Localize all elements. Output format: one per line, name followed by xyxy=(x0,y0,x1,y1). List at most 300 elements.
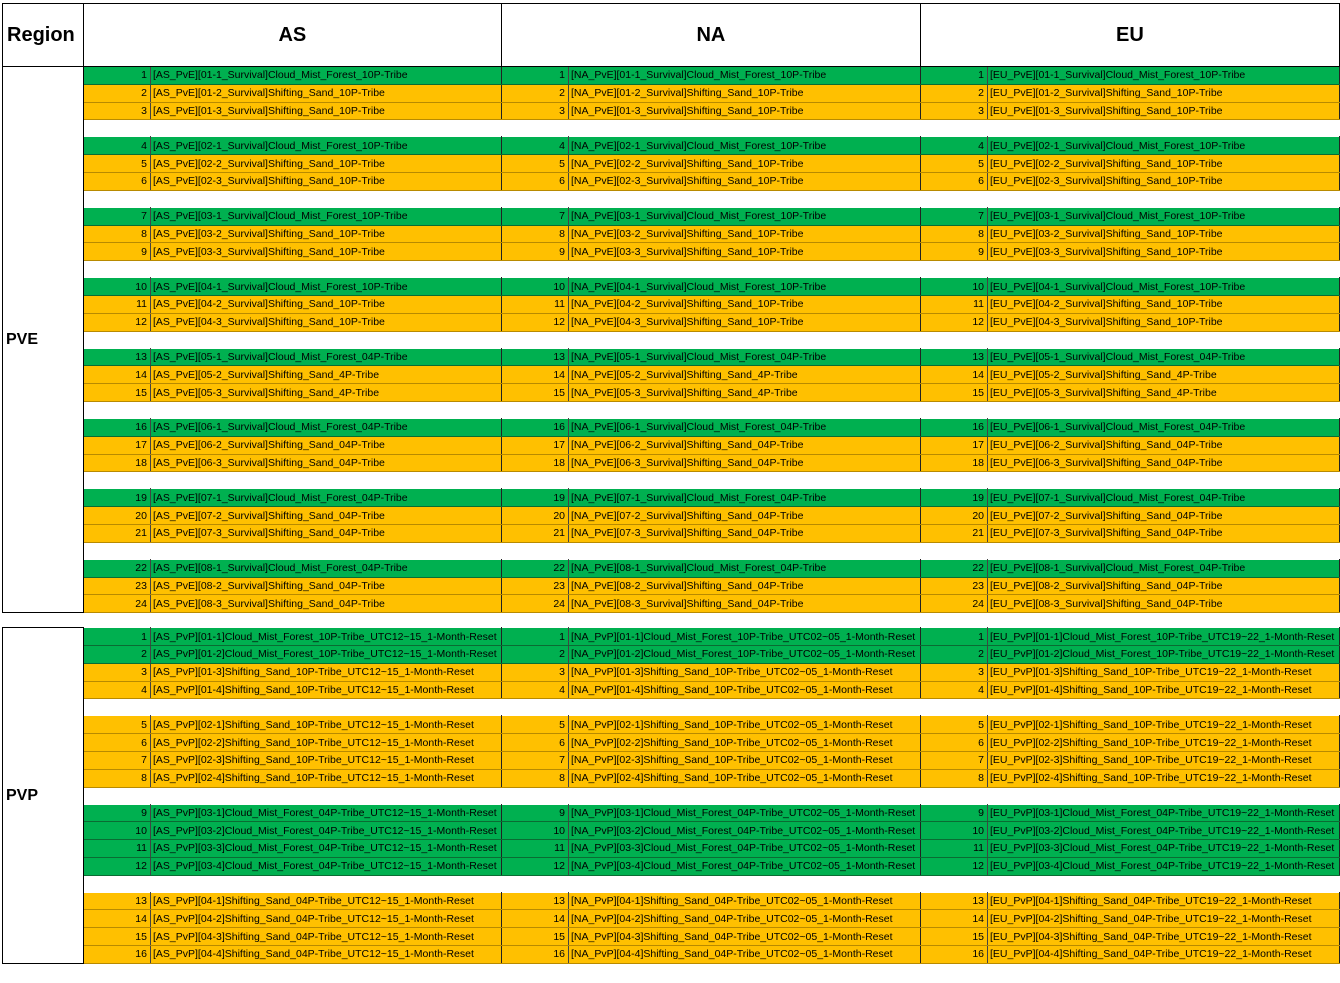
na-server-name: [NA_PvE][06-3_Survival]Shifting_Sand_04P-Tribe xyxy=(569,454,921,472)
table-row xyxy=(3,857,1340,875)
table-row xyxy=(3,840,1340,858)
eu-server-name: [EU_PvP][02-3]Shifting_Sand_10P-Tribe_UTC19~22_1-Month-Reset xyxy=(988,751,1340,769)
table-row xyxy=(3,172,1340,190)
na-row-number: 11 xyxy=(501,840,568,858)
table-row xyxy=(3,804,1340,822)
table-row xyxy=(3,454,1340,472)
as-server-name: [AS_PvE][07-1_Survival]Cloud_Mist_Forest_04P-Tribe xyxy=(150,489,501,507)
eu-row-number: 14 xyxy=(920,910,987,928)
na-row-number: 8 xyxy=(501,769,568,787)
as-row-number: 4 xyxy=(83,137,150,155)
as-row-number: 2 xyxy=(83,84,150,102)
table-row xyxy=(3,243,1340,261)
na-row-number: 9 xyxy=(501,243,568,261)
na-row-number: 12 xyxy=(501,857,568,875)
table-row xyxy=(3,577,1340,595)
as-row-number: 15 xyxy=(83,928,150,946)
na-row-number: 22 xyxy=(501,559,568,577)
as-row-number: 15 xyxy=(83,384,150,402)
eu-server-name: [EU_PvP][04-4]Shifting_Sand_04P-Tribe_UTC19~22_1-Month-Reset xyxy=(988,946,1340,964)
as-server-name: [AS_PvE][02-1_Survival]Cloud_Mist_Forest_10P-Tribe xyxy=(150,137,501,155)
blank-cell xyxy=(83,875,1339,892)
eu-row-number: 6 xyxy=(920,172,987,190)
eu-server-name: [EU_PvE][08-1_Survival]Cloud_Mist_Forest_04P-Tribe xyxy=(988,559,1340,577)
table-row xyxy=(3,366,1340,384)
na-row-number: 14 xyxy=(501,366,568,384)
na-row-number: 10 xyxy=(501,278,568,296)
eu-server-name: [EU_PvP][04-2]Shifting_Sand_04P-Tribe_UTC19~22_1-Month-Reset xyxy=(988,910,1340,928)
eu-server-name: [EU_PvE][08-2_Survival]Shifting_Sand_04P-Tribe xyxy=(988,577,1340,595)
table-row xyxy=(3,822,1340,840)
eu-server-name: [EU_PvE][02-1_Survival]Cloud_Mist_Forest_10P-Tribe xyxy=(988,137,1340,155)
na-row-number: 6 xyxy=(501,172,568,190)
table-row xyxy=(3,313,1340,331)
table-row xyxy=(3,910,1340,928)
eu-row-number: 10 xyxy=(920,822,987,840)
na-server-name: [NA_PvP][03-1]Cloud_Mist_Forest_04P-Tribe_UTC02~05_1-Month-Reset xyxy=(569,804,921,822)
na-row-number: 21 xyxy=(501,524,568,542)
as-server-name: [AS_PvP][02-4]Shifting_Sand_10P-Tribe_UTC12~15_1-Month-Reset xyxy=(150,769,501,787)
eu-server-name: [EU_PvE][03-1_Survival]Cloud_Mist_Forest_10P-Tribe xyxy=(988,207,1340,225)
na-server-name: [NA_PvP][02-1]Shifting_Sand_10P-Tribe_UTC02~05_1-Month-Reset xyxy=(569,716,921,734)
as-row-number: 7 xyxy=(83,751,150,769)
eu-row-number: 3 xyxy=(920,663,987,681)
as-row-number: 7 xyxy=(83,207,150,225)
blank-row xyxy=(3,787,1340,804)
region-label-pvp: PVP xyxy=(3,628,84,964)
as-server-name: [AS_PvP][03-1]Cloud_Mist_Forest_04P-Tribe_UTC12~15_1-Month-Reset xyxy=(150,804,501,822)
server-list-sheet xyxy=(2,3,1340,964)
as-row-number: 12 xyxy=(83,313,150,331)
table-row xyxy=(3,67,1340,85)
eu-server-name: [EU_PvP][01-2]Cloud_Mist_Forest_10P-Tribe_UTC19~22_1-Month-Reset xyxy=(988,645,1340,663)
na-row-number: 1 xyxy=(501,67,568,85)
eu-row-number: 9 xyxy=(920,243,987,261)
as-server-name: [AS_PvE][07-3_Survival]Shifting_Sand_04P-Tribe xyxy=(150,524,501,542)
blank-row xyxy=(3,699,1340,716)
as-row-number: 14 xyxy=(83,910,150,928)
eu-server-name: [EU_PvE][02-2_Survival]Shifting_Sand_10P-Tribe xyxy=(988,155,1340,173)
as-server-name: [AS_PvE][07-2_Survival]Shifting_Sand_04P-Tribe xyxy=(150,507,501,525)
as-server-name: [AS_PvP][01-4]Shifting_Sand_10P-Tribe_UTC12~15_1-Month-Reset xyxy=(150,681,501,699)
as-server-name: [AS_PvP][04-1]Shifting_Sand_04P-Tribe_UTC12~15_1-Month-Reset xyxy=(150,892,501,910)
as-server-name: [AS_PvE][08-3_Survival]Shifting_Sand_04P-Tribe xyxy=(150,595,501,613)
na-server-name: [NA_PvE][05-1_Survival]Cloud_Mist_Forest_04P-Tribe xyxy=(569,348,921,366)
as-row-number: 1 xyxy=(83,628,150,646)
eu-row-number: 9 xyxy=(920,804,987,822)
na-row-number: 7 xyxy=(501,751,568,769)
na-row-number: 16 xyxy=(501,946,568,964)
na-row-number: 4 xyxy=(501,137,568,155)
na-row-number: 13 xyxy=(501,348,568,366)
na-row-number: 7 xyxy=(501,207,568,225)
na-server-name: [NA_PvE][02-2_Survival]Shifting_Sand_10P-Tribe xyxy=(569,155,921,173)
as-row-number: 5 xyxy=(83,155,150,173)
na-server-name: [NA_PvP][02-3]Shifting_Sand_10P-Tribe_UTC02~05_1-Month-Reset xyxy=(569,751,921,769)
na-row-number: 3 xyxy=(501,663,568,681)
as-server-name: [AS_PvE][01-2_Survival]Shifting_Sand_10P-Tribe xyxy=(150,84,501,102)
na-row-number: 4 xyxy=(501,681,568,699)
eu-row-number: 13 xyxy=(920,892,987,910)
region-header: Region xyxy=(3,4,84,67)
blank-row xyxy=(3,472,1340,489)
na-server-name: [NA_PvP][01-4]Shifting_Sand_10P-Tribe_UTC02~05_1-Month-Reset xyxy=(569,681,921,699)
na-server-name: [NA_PvP][04-1]Shifting_Sand_04P-Tribe_UTC02~05_1-Month-Reset xyxy=(569,892,921,910)
na-server-name: [NA_PvP][02-2]Shifting_Sand_10P-Tribe_UTC02~05_1-Month-Reset xyxy=(569,734,921,752)
eu-row-number: 2 xyxy=(920,84,987,102)
table-row xyxy=(3,946,1340,964)
as-row-number: 16 xyxy=(83,946,150,964)
as-server-name: [AS_PvP][02-2]Shifting_Sand_10P-Tribe_UTC12~15_1-Month-Reset xyxy=(150,734,501,752)
as-row-number: 10 xyxy=(83,822,150,840)
as-row-number: 22 xyxy=(83,559,150,577)
table-row xyxy=(3,716,1340,734)
table-row xyxy=(3,751,1340,769)
eu-row-number: 12 xyxy=(920,857,987,875)
region-label-pve: PVE xyxy=(3,67,84,613)
eu-server-name: [EU_PvE][01-3_Survival]Shifting_Sand_10P-Tribe xyxy=(988,102,1340,120)
na-row-number: 20 xyxy=(501,507,568,525)
as-row-number: 11 xyxy=(83,295,150,313)
as-server-name: [AS_PvE][08-2_Survival]Shifting_Sand_04P-Tribe xyxy=(150,577,501,595)
na-column-header: NA xyxy=(501,4,920,67)
as-server-name: [AS_PvE][06-1_Survival]Cloud_Mist_Forest_04P-Tribe xyxy=(150,418,501,436)
na-server-name: [NA_PvE][07-2_Survival]Shifting_Sand_04P-Tribe xyxy=(569,507,921,525)
blank-row xyxy=(3,875,1340,892)
as-row-number: 23 xyxy=(83,577,150,595)
na-row-number: 17 xyxy=(501,436,568,454)
eu-row-number: 22 xyxy=(920,559,987,577)
blank-cell xyxy=(83,699,1339,716)
na-row-number: 5 xyxy=(501,716,568,734)
eu-row-number: 11 xyxy=(920,840,987,858)
as-server-name: [AS_PvP][03-3]Cloud_Mist_Forest_04P-Tribe_UTC12~15_1-Month-Reset xyxy=(150,840,501,858)
eu-server-name: [EU_PvE][01-1_Survival]Cloud_Mist_Forest_10P-Tribe xyxy=(988,67,1340,85)
table-row xyxy=(3,84,1340,102)
na-server-name: [NA_PvE][01-3_Survival]Shifting_Sand_10P-Tribe xyxy=(569,102,921,120)
as-server-name: [AS_PvE][04-2_Survival]Shifting_Sand_10P-Tribe xyxy=(150,295,501,313)
blank-cell xyxy=(83,787,1339,804)
table-row xyxy=(3,645,1340,663)
eu-row-number: 19 xyxy=(920,489,987,507)
table-row xyxy=(3,734,1340,752)
na-server-name: [NA_PvE][08-2_Survival]Shifting_Sand_04P-Tribe xyxy=(569,577,921,595)
as-row-number: 5 xyxy=(83,716,150,734)
na-server-name: [NA_PvE][06-2_Survival]Shifting_Sand_04P-Tribe xyxy=(569,436,921,454)
na-server-name: [NA_PvE][04-2_Survival]Shifting_Sand_10P-Tribe xyxy=(569,295,921,313)
as-server-name: [AS_PvE][08-1_Survival]Cloud_Mist_Forest_04P-Tribe xyxy=(150,559,501,577)
as-server-name: [AS_PvP][04-4]Shifting_Sand_04P-Tribe_UTC12~15_1-Month-Reset xyxy=(150,946,501,964)
eu-row-number: 10 xyxy=(920,278,987,296)
table-row xyxy=(3,769,1340,787)
table-row xyxy=(3,559,1340,577)
eu-column-header: EU xyxy=(920,4,1339,67)
eu-row-number: 7 xyxy=(920,751,987,769)
eu-server-name: [EU_PvE][06-1_Survival]Cloud_Mist_Forest_04P-Tribe xyxy=(988,418,1340,436)
as-row-number: 1 xyxy=(83,67,150,85)
eu-row-number: 3 xyxy=(920,102,987,120)
server-table xyxy=(2,3,1340,964)
as-row-number: 18 xyxy=(83,454,150,472)
na-row-number: 2 xyxy=(501,645,568,663)
eu-row-number: 8 xyxy=(920,769,987,787)
as-server-name: [AS_PvP][01-2]Cloud_Mist_Forest_10P-Tribe_UTC12~15_1-Month-Reset xyxy=(150,645,501,663)
na-row-number: 3 xyxy=(501,102,568,120)
section-gap xyxy=(3,613,1340,628)
blank-cell xyxy=(83,261,1339,278)
as-server-name: [AS_PvE][06-3_Survival]Shifting_Sand_04P-Tribe xyxy=(150,454,501,472)
as-server-name: [AS_PvP][02-1]Shifting_Sand_10P-Tribe_UTC12~15_1-Month-Reset xyxy=(150,716,501,734)
eu-row-number: 4 xyxy=(920,137,987,155)
eu-row-number: 18 xyxy=(920,454,987,472)
na-server-name: [NA_PvE][04-1_Survival]Cloud_Mist_Forest_10P-Tribe xyxy=(569,278,921,296)
na-row-number: 8 xyxy=(501,225,568,243)
blank-row xyxy=(3,331,1340,348)
eu-row-number: 20 xyxy=(920,507,987,525)
na-row-number: 10 xyxy=(501,822,568,840)
eu-row-number: 7 xyxy=(920,207,987,225)
table-row xyxy=(3,278,1340,296)
as-row-number: 17 xyxy=(83,436,150,454)
na-row-number: 24 xyxy=(501,595,568,613)
na-row-number: 23 xyxy=(501,577,568,595)
eu-row-number: 13 xyxy=(920,348,987,366)
table-row xyxy=(3,137,1340,155)
as-server-name: [AS_PvP][02-3]Shifting_Sand_10P-Tribe_UTC12~15_1-Month-Reset xyxy=(150,751,501,769)
eu-row-number: 21 xyxy=(920,524,987,542)
eu-server-name: [EU_PvE][02-3_Survival]Shifting_Sand_10P-Tribe xyxy=(988,172,1340,190)
table-row xyxy=(3,681,1340,699)
na-row-number: 12 xyxy=(501,313,568,331)
as-row-number: 4 xyxy=(83,681,150,699)
eu-row-number: 15 xyxy=(920,384,987,402)
table-row xyxy=(3,892,1340,910)
na-server-name: [NA_PvE][01-1_Survival]Cloud_Mist_Forest_10P-Tribe xyxy=(569,67,921,85)
as-server-name: [AS_PvP][03-2]Cloud_Mist_Forest_04P-Tribe_UTC12~15_1-Month-Reset xyxy=(150,822,501,840)
eu-row-number: 12 xyxy=(920,313,987,331)
eu-server-name: [EU_PvP][03-4]Cloud_Mist_Forest_04P-Tribe_UTC19~22_1-Month-Reset xyxy=(988,857,1340,875)
na-row-number: 13 xyxy=(501,892,568,910)
table-row xyxy=(3,348,1340,366)
na-server-name: [NA_PvP][01-3]Shifting_Sand_10P-Tribe_UTC02~05_1-Month-Reset xyxy=(569,663,921,681)
section-gap-cell xyxy=(3,613,1340,628)
eu-server-name: [EU_PvE][01-2_Survival]Shifting_Sand_10P-Tribe xyxy=(988,84,1340,102)
eu-server-name: [EU_PvP][04-3]Shifting_Sand_04P-Tribe_UTC19~22_1-Month-Reset xyxy=(988,928,1340,946)
na-server-name: [NA_PvE][03-3_Survival]Shifting_Sand_10P-Tribe xyxy=(569,243,921,261)
na-row-number: 2 xyxy=(501,84,568,102)
as-server-name: [AS_PvE][04-1_Survival]Cloud_Mist_Forest_10P-Tribe xyxy=(150,278,501,296)
table-row xyxy=(3,225,1340,243)
as-server-name: [AS_PvE][03-1_Survival]Cloud_Mist_Forest_10P-Tribe xyxy=(150,207,501,225)
blank-cell xyxy=(83,401,1339,418)
eu-row-number: 15 xyxy=(920,928,987,946)
eu-row-number: 2 xyxy=(920,645,987,663)
as-row-number: 12 xyxy=(83,857,150,875)
blank-cell xyxy=(83,331,1339,348)
eu-server-name: [EU_PvE][07-2_Survival]Shifting_Sand_04P-Tribe xyxy=(988,507,1340,525)
na-server-name: [NA_PvP][04-2]Shifting_Sand_04P-Tribe_UTC02~05_1-Month-Reset xyxy=(569,910,921,928)
as-row-number: 6 xyxy=(83,172,150,190)
table-row xyxy=(3,524,1340,542)
as-row-number: 20 xyxy=(83,507,150,525)
as-server-name: [AS_PvE][01-3_Survival]Shifting_Sand_10P-Tribe xyxy=(150,102,501,120)
as-server-name: [AS_PvE][03-3_Survival]Shifting_Sand_10P-Tribe xyxy=(150,243,501,261)
as-server-name: [AS_PvP][04-2]Shifting_Sand_04P-Tribe_UTC12~15_1-Month-Reset xyxy=(150,910,501,928)
eu-server-name: [EU_PvE][07-1_Survival]Cloud_Mist_Forest_04P-Tribe xyxy=(988,489,1340,507)
na-row-number: 15 xyxy=(501,928,568,946)
eu-server-name: [EU_PvE][06-3_Survival]Shifting_Sand_04P-Tribe xyxy=(988,454,1340,472)
eu-server-name: [EU_PvP][01-1]Cloud_Mist_Forest_10P-Tribe_UTC19~22_1-Month-Reset xyxy=(988,628,1340,646)
as-server-name: [AS_PvP][04-3]Shifting_Sand_04P-Tribe_UTC12~15_1-Month-Reset xyxy=(150,928,501,946)
na-server-name: [NA_PvP][02-4]Shifting_Sand_10P-Tribe_UTC02~05_1-Month-Reset xyxy=(569,769,921,787)
as-row-number: 10 xyxy=(83,278,150,296)
eu-server-name: [EU_PvP][03-2]Cloud_Mist_Forest_04P-Tribe_UTC19~22_1-Month-Reset xyxy=(988,822,1340,840)
as-row-number: 6 xyxy=(83,734,150,752)
eu-row-number: 5 xyxy=(920,716,987,734)
na-row-number: 19 xyxy=(501,489,568,507)
table-row xyxy=(3,928,1340,946)
as-row-number: 16 xyxy=(83,418,150,436)
na-server-name: [NA_PvE][07-3_Survival]Shifting_Sand_04P-Tribe xyxy=(569,524,921,542)
as-row-number: 9 xyxy=(83,804,150,822)
blank-cell xyxy=(83,472,1339,489)
as-row-number: 19 xyxy=(83,489,150,507)
na-server-name: [NA_PvE][02-3_Survival]Shifting_Sand_10P-Tribe xyxy=(569,172,921,190)
eu-row-number: 16 xyxy=(920,946,987,964)
as-row-number: 14 xyxy=(83,366,150,384)
na-server-name: [NA_PvP][01-1]Cloud_Mist_Forest_10P-Tribe_UTC02~05_1-Month-Reset xyxy=(569,628,921,646)
na-server-name: [NA_PvE][08-3_Survival]Shifting_Sand_04P-Tribe xyxy=(569,595,921,613)
as-row-number: 21 xyxy=(83,524,150,542)
as-row-number: 3 xyxy=(83,663,150,681)
eu-row-number: 5 xyxy=(920,155,987,173)
as-server-name: [AS_PvE][05-1_Survival]Cloud_Mist_Forest_04P-Tribe xyxy=(150,348,501,366)
eu-server-name: [EU_PvP][04-1]Shifting_Sand_04P-Tribe_UTC19~22_1-Month-Reset xyxy=(988,892,1340,910)
eu-row-number: 23 xyxy=(920,577,987,595)
as-server-name: [AS_PvE][06-2_Survival]Shifting_Sand_04P-Tribe xyxy=(150,436,501,454)
as-server-name: [AS_PvP][03-4]Cloud_Mist_Forest_04P-Tribe_UTC12~15_1-Month-Reset xyxy=(150,857,501,875)
eu-row-number: 6 xyxy=(920,734,987,752)
as-server-name: [AS_PvE][02-2_Survival]Shifting_Sand_10P-Tribe xyxy=(150,155,501,173)
as-row-number: 8 xyxy=(83,769,150,787)
as-row-number: 9 xyxy=(83,243,150,261)
as-server-name: [AS_PvE][05-3_Survival]Shifting_Sand_4P-Tribe xyxy=(150,384,501,402)
as-row-number: 3 xyxy=(83,102,150,120)
na-row-number: 18 xyxy=(501,454,568,472)
na-server-name: [NA_PvE][05-2_Survival]Shifting_Sand_4P-Tribe xyxy=(569,366,921,384)
blank-row xyxy=(3,542,1340,559)
eu-server-name: [EU_PvE][03-3_Survival]Shifting_Sand_10P-Tribe xyxy=(988,243,1340,261)
as-row-number: 24 xyxy=(83,595,150,613)
eu-row-number: 24 xyxy=(920,595,987,613)
eu-server-name: [EU_PvE][05-2_Survival]Shifting_Sand_4P-Tribe xyxy=(988,366,1340,384)
eu-row-number: 17 xyxy=(920,436,987,454)
blank-cell xyxy=(83,120,1339,137)
blank-cell xyxy=(83,190,1339,207)
eu-server-name: [EU_PvP][03-3]Cloud_Mist_Forest_04P-Tribe_UTC19~22_1-Month-Reset xyxy=(988,840,1340,858)
blank-row xyxy=(3,261,1340,278)
eu-server-name: [EU_PvP][02-2]Shifting_Sand_10P-Tribe_UTC19~22_1-Month-Reset xyxy=(988,734,1340,752)
as-server-name: [AS_PvE][01-1_Survival]Cloud_Mist_Forest_10P-Tribe xyxy=(150,67,501,85)
as-server-name: [AS_PvE][03-2_Survival]Shifting_Sand_10P-Tribe xyxy=(150,225,501,243)
eu-row-number: 1 xyxy=(920,628,987,646)
na-row-number: 9 xyxy=(501,804,568,822)
table-row xyxy=(3,663,1340,681)
eu-server-name: [EU_PvE][04-2_Survival]Shifting_Sand_10P-Tribe xyxy=(988,295,1340,313)
as-row-number: 2 xyxy=(83,645,150,663)
header-row xyxy=(3,4,1340,67)
table-row xyxy=(3,436,1340,454)
na-server-name: [NA_PvE][03-2_Survival]Shifting_Sand_10P-Tribe xyxy=(569,225,921,243)
table-row xyxy=(3,295,1340,313)
na-server-name: [NA_PvP][03-4]Cloud_Mist_Forest_04P-Tribe_UTC02~05_1-Month-Reset xyxy=(569,857,921,875)
na-server-name: [NA_PvE][03-1_Survival]Cloud_Mist_Forest_10P-Tribe xyxy=(569,207,921,225)
eu-server-name: [EU_PvE][04-1_Survival]Cloud_Mist_Forest_10P-Tribe xyxy=(988,278,1340,296)
table-row xyxy=(3,595,1340,613)
as-server-name: [AS_PvE][02-3_Survival]Shifting_Sand_10P-Tribe xyxy=(150,172,501,190)
blank-cell xyxy=(83,542,1339,559)
eu-server-name: [EU_PvP][02-4]Shifting_Sand_10P-Tribe_UTC19~22_1-Month-Reset xyxy=(988,769,1340,787)
na-server-name: [NA_PvE][06-1_Survival]Cloud_Mist_Forest_04P-Tribe xyxy=(569,418,921,436)
as-server-name: [AS_PvE][05-2_Survival]Shifting_Sand_4P-Tribe xyxy=(150,366,501,384)
na-row-number: 16 xyxy=(501,418,568,436)
eu-server-name: [EU_PvP][01-3]Shifting_Sand_10P-Tribe_UTC19~22_1-Month-Reset xyxy=(988,663,1340,681)
na-row-number: 11 xyxy=(501,295,568,313)
table-row xyxy=(3,418,1340,436)
table-row xyxy=(3,384,1340,402)
table-row xyxy=(3,207,1340,225)
eu-server-name: [EU_PvE][07-3_Survival]Shifting_Sand_04P-Tribe xyxy=(988,524,1340,542)
eu-row-number: 4 xyxy=(920,681,987,699)
na-row-number: 6 xyxy=(501,734,568,752)
blank-row xyxy=(3,401,1340,418)
na-server-name: [NA_PvE][02-1_Survival]Cloud_Mist_Forest_10P-Tribe xyxy=(569,137,921,155)
na-server-name: [NA_PvP][04-4]Shifting_Sand_04P-Tribe_UTC02~05_1-Month-Reset xyxy=(569,946,921,964)
eu-row-number: 11 xyxy=(920,295,987,313)
na-server-name: [NA_PvP][03-2]Cloud_Mist_Forest_04P-Tribe_UTC02~05_1-Month-Reset xyxy=(569,822,921,840)
na-row-number: 15 xyxy=(501,384,568,402)
na-row-number: 1 xyxy=(501,628,568,646)
as-row-number: 11 xyxy=(83,840,150,858)
blank-row xyxy=(3,190,1340,207)
eu-server-name: [EU_PvP][03-1]Cloud_Mist_Forest_04P-Tribe_UTC19~22_1-Month-Reset xyxy=(988,804,1340,822)
na-row-number: 14 xyxy=(501,910,568,928)
na-row-number: 5 xyxy=(501,155,568,173)
na-server-name: [NA_PvP][01-2]Cloud_Mist_Forest_10P-Tribe_UTC02~05_1-Month-Reset xyxy=(569,645,921,663)
blank-row xyxy=(3,120,1340,137)
as-row-number: 13 xyxy=(83,348,150,366)
na-server-name: [NA_PvE][01-2_Survival]Shifting_Sand_10P-Tribe xyxy=(569,84,921,102)
eu-row-number: 14 xyxy=(920,366,987,384)
eu-row-number: 16 xyxy=(920,418,987,436)
as-row-number: 13 xyxy=(83,892,150,910)
as-row-number: 8 xyxy=(83,225,150,243)
na-server-name: [NA_PvE][05-3_Survival]Shifting_Sand_4P-Tribe xyxy=(569,384,921,402)
eu-server-name: [EU_PvE][04-3_Survival]Shifting_Sand_10P-Tribe xyxy=(988,313,1340,331)
eu-server-name: [EU_PvE][06-2_Survival]Shifting_Sand_04P-Tribe xyxy=(988,436,1340,454)
eu-server-name: [EU_PvE][03-2_Survival]Shifting_Sand_10P-Tribe xyxy=(988,225,1340,243)
na-server-name: [NA_PvP][03-3]Cloud_Mist_Forest_04P-Tribe_UTC02~05_1-Month-Reset xyxy=(569,840,921,858)
na-server-name: [NA_PvE][04-3_Survival]Shifting_Sand_10P-Tribe xyxy=(569,313,921,331)
na-server-name: [NA_PvP][04-3]Shifting_Sand_04P-Tribe_UTC02~05_1-Month-Reset xyxy=(569,928,921,946)
eu-server-name: [EU_PvE][05-1_Survival]Cloud_Mist_Forest_04P-Tribe xyxy=(988,348,1340,366)
table-row xyxy=(3,102,1340,120)
na-server-name: [NA_PvE][08-1_Survival]Cloud_Mist_Forest_04P-Tribe xyxy=(569,559,921,577)
eu-server-name: [EU_PvE][05-3_Survival]Shifting_Sand_4P-Tribe xyxy=(988,384,1340,402)
na-server-name: [NA_PvE][07-1_Survival]Cloud_Mist_Forest_04P-Tribe xyxy=(569,489,921,507)
eu-server-name: [EU_PvP][01-4]Shifting_Sand_10P-Tribe_UTC19~22_1-Month-Reset xyxy=(988,681,1340,699)
as-server-name: [AS_PvE][04-3_Survival]Shifting_Sand_10P-Tribe xyxy=(150,313,501,331)
